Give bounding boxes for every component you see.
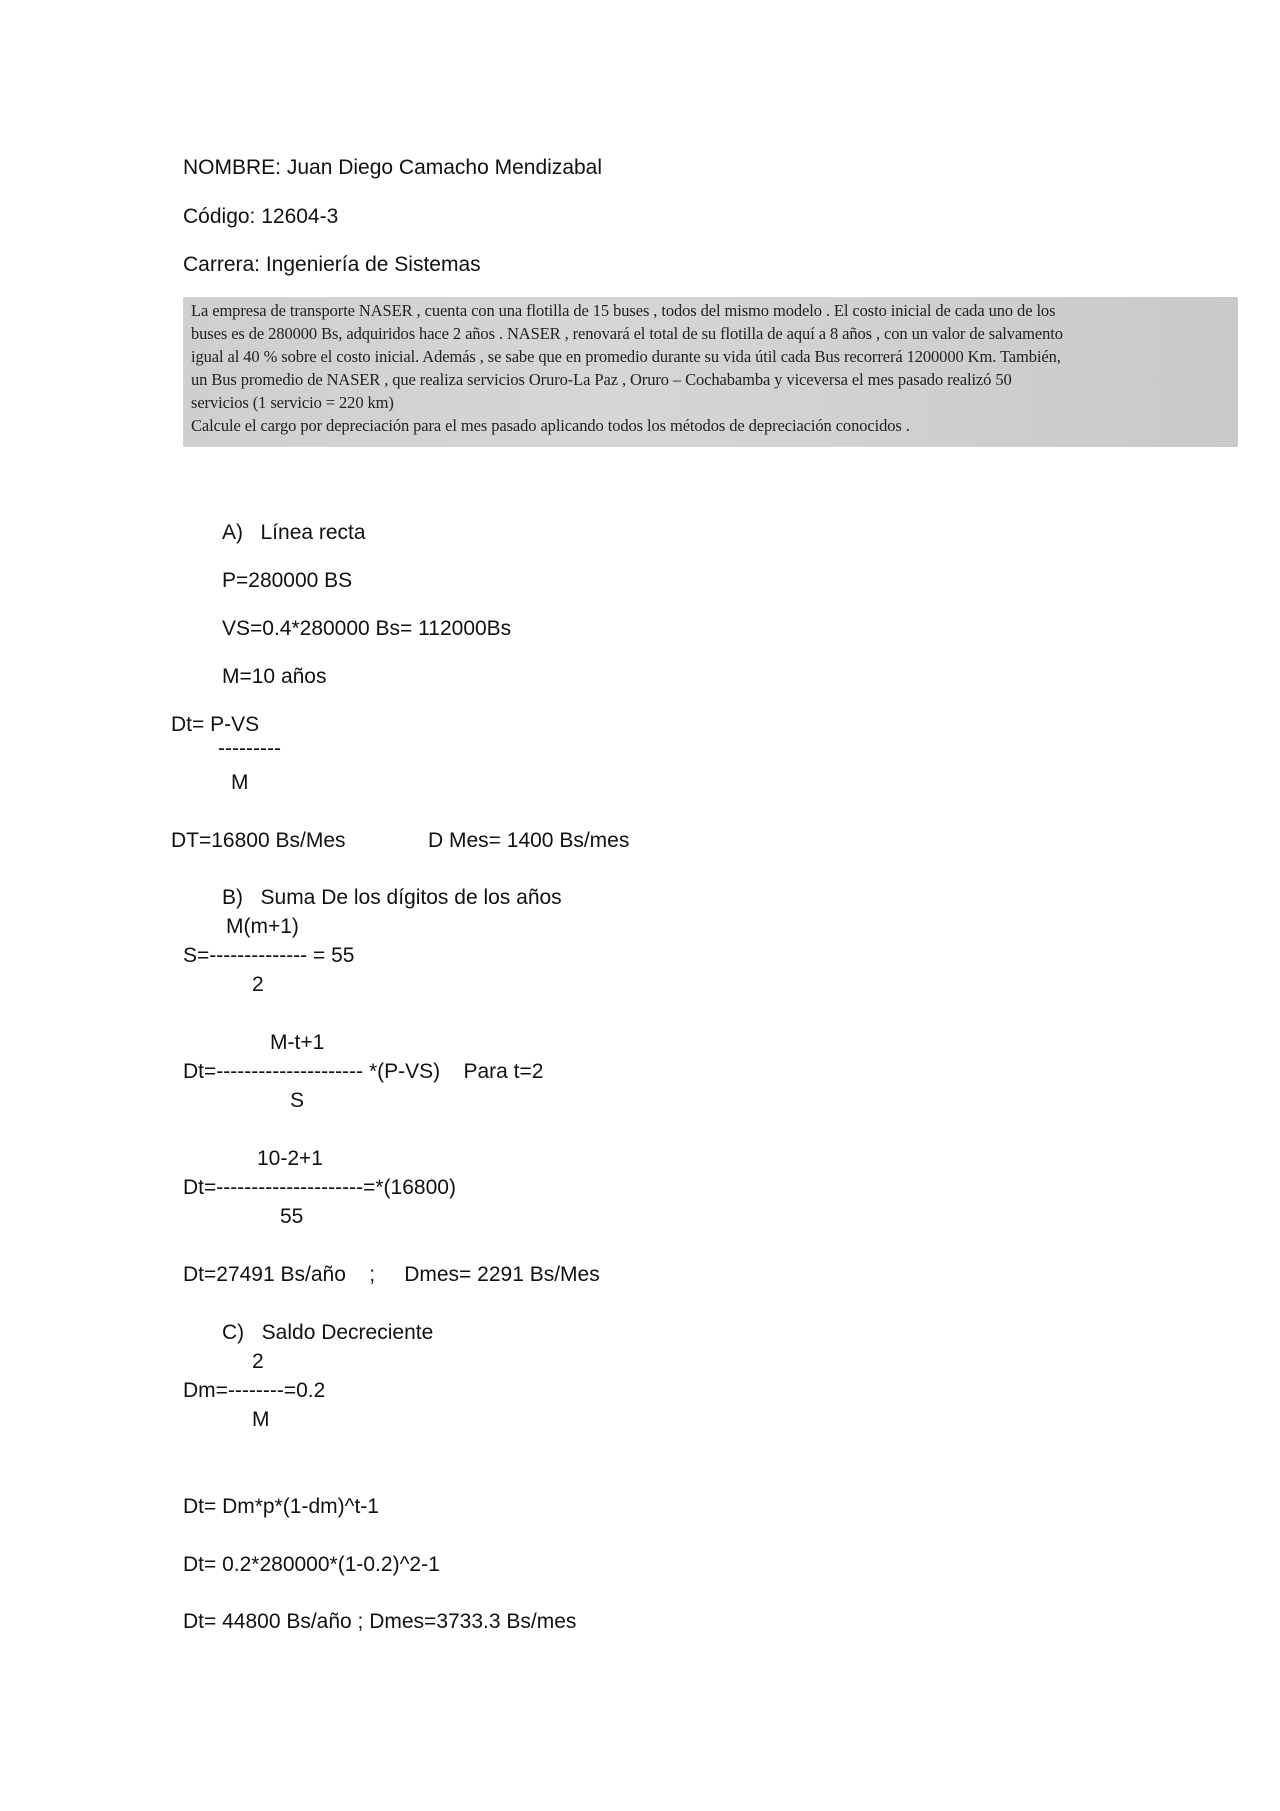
section-a-m: M=10 años bbox=[222, 665, 327, 688]
section-b-s-line: S=-------------- = 55 bbox=[183, 944, 355, 967]
student-code: Código: 12604-3 bbox=[183, 205, 339, 228]
section-a-formula-denominator: M bbox=[231, 771, 249, 794]
student-name: NOMBRE: Juan Diego Camacho Mendizabal bbox=[183, 156, 603, 179]
section-b-dt-denominator: S bbox=[290, 1089, 305, 1112]
section-c-dm-line: Dm=--------=0.2 bbox=[183, 1379, 326, 1402]
section-c-title: C) Saldo Decreciente bbox=[222, 1321, 434, 1344]
section-b-dt-numerator: M-t+1 bbox=[270, 1031, 325, 1054]
problem-line: Calcule el cargo por depreciación para el mes pasado aplicando todos los métodos de depreciación conocidos . bbox=[191, 416, 910, 435]
section-a-title: A) Línea recta bbox=[222, 521, 366, 544]
problem-line: un Bus promedio de NASER , que realiza servicios Oruro-La Paz , Oruro – Cochabamba y viceversa el mes pasado realizó 50 bbox=[191, 370, 1012, 389]
problem-line: La empresa de transporte NASER , cuenta con una flotilla de 15 buses , todos del mismo modelo . El costo inicial de cada uno de los bbox=[191, 301, 1056, 320]
problem-statement-image bbox=[183, 297, 1238, 447]
student-career: Carrera: Ingeniería de Sistemas bbox=[183, 253, 481, 276]
section-b-s-numerator: M(m+1) bbox=[226, 915, 299, 938]
section-b-dt-line: Dt=--------------------- *(P-VS) Para t=2 bbox=[183, 1060, 544, 1083]
section-c-calc: Dt= 0.2*280000*(1-0.2)^2-1 bbox=[183, 1553, 440, 1576]
section-a-p: P=280000 BS bbox=[222, 569, 353, 592]
section-a-result-dmes: D Mes= 1400 Bs/mes bbox=[428, 829, 630, 852]
section-b-calc-line: Dt=---------------------=*(16800) bbox=[183, 1176, 456, 1199]
section-c-dm-numerator: 2 bbox=[252, 1350, 264, 1373]
section-b-calc-denominator: 55 bbox=[280, 1205, 304, 1228]
section-c-result: Dt= 44800 Bs/año ; Dmes=3733.3 Bs/mes bbox=[183, 1610, 577, 1633]
section-c-dm-denominator: M bbox=[252, 1408, 270, 1431]
section-b-title: B) Suma De los dígitos de los años bbox=[222, 886, 562, 909]
problem-line: buses es de 280000 Bs, adquiridos hace 2 años . NASER , renovará el total de su flotilla de aquí a 8 años , con un valor de salvamento bbox=[191, 324, 1063, 343]
section-b-calc-numerator: 10-2+1 bbox=[257, 1147, 323, 1170]
section-a-vs: VS=0.4*280000 Bs= 112000Bs bbox=[222, 617, 512, 640]
problem-line: servicios (1 servicio = 220 km) bbox=[191, 393, 394, 412]
section-a-formula-bar: --------- bbox=[218, 737, 281, 760]
section-c-formula: Dt= Dm*p*(1-dm)^t-1 bbox=[183, 1495, 379, 1518]
problem-line: igual al 40 % sobre el costo inicial. Además , se sabe que en promedio durante su vida útil cada Bus recorrerá 1200000 Km. También, bbox=[191, 347, 1061, 366]
section-a-formula-numerator: Dt= P-VS bbox=[171, 713, 260, 736]
section-a-result-dt: DT=16800 Bs/Mes bbox=[171, 829, 346, 852]
section-b-result: Dt=27491 Bs/año ; Dmes= 2291 Bs/Mes bbox=[183, 1263, 600, 1286]
section-b-s-denominator: 2 bbox=[252, 973, 264, 996]
